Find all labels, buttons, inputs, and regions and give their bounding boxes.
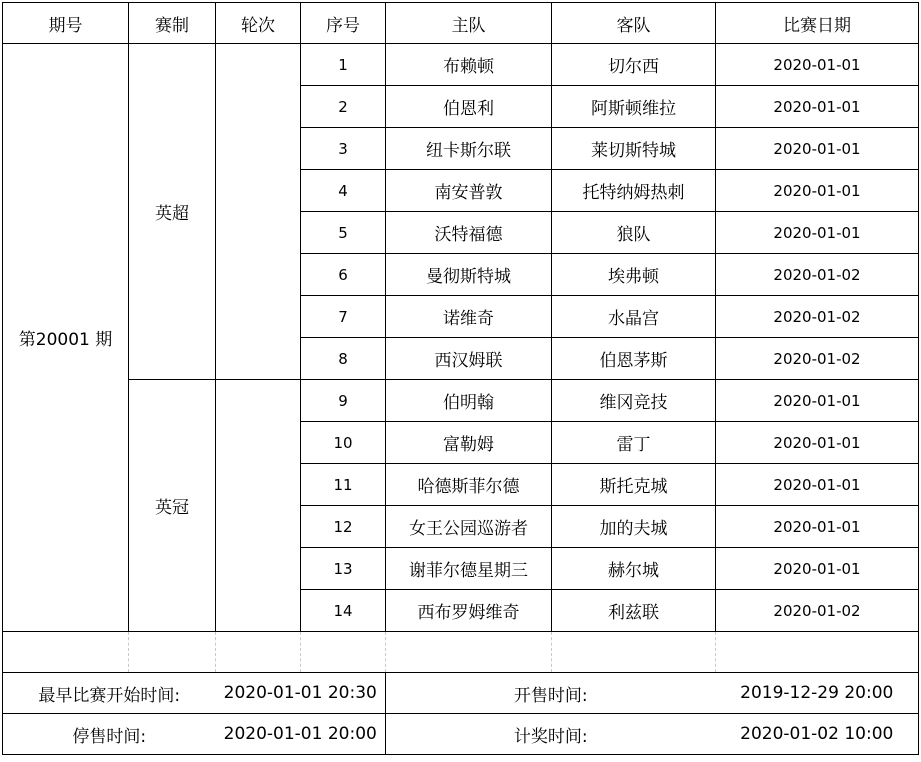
lottery-schedule-table [2,2,919,755]
seq-cell: 12 [301,506,386,548]
header-row [3,3,919,44]
home-team-cell: 曼彻斯特城 [386,254,552,296]
header-league: 赛制 [129,3,216,44]
header-away: 客队 [552,3,716,44]
earliest-start-time-label: 最早比赛开始时间: [3,673,216,714]
seq-cell: 6 [301,254,386,296]
seq-cell: 7 [301,296,386,338]
home-team-cell: 伯恩利 [386,86,552,128]
away-team-cell: 利兹联 [552,590,716,632]
period-cell: 第20001 期 [3,44,129,632]
match-date-cell: 2020-01-01 [716,128,919,170]
table-row [3,44,919,86]
away-team-cell: 狼队 [552,212,716,254]
info-row [3,673,919,714]
seq-cell: 9 [301,380,386,422]
league-cell: 英超 [129,44,216,380]
seq-cell: 2 [301,86,386,128]
header-home: 主队 [386,3,552,44]
match-date-cell: 2020-01-02 [716,254,919,296]
away-team-cell: 加的夫城 [552,506,716,548]
header-period: 期号 [3,3,129,44]
empty-cell [216,632,301,673]
home-team-cell: 伯明翰 [386,380,552,422]
round-cell [216,44,301,380]
match-date-cell: 2020-01-01 [716,170,919,212]
sale-open-time-label: 开售时间: [386,673,716,714]
match-date-cell: 2020-01-01 [716,44,919,86]
away-team-cell: 赫尔城 [552,548,716,590]
seq-cell: 13 [301,548,386,590]
payout-time-label: 计奖时间: [386,714,716,755]
payout-time-value: 2020-01-02 10:00 [716,714,919,755]
empty-cell [552,632,716,673]
home-team-cell: 谢菲尔德星期三 [386,548,552,590]
empty-cell [3,632,129,673]
home-team-cell: 哈德斯菲尔德 [386,464,552,506]
away-team-cell: 阿斯顿维拉 [552,86,716,128]
seq-cell: 11 [301,464,386,506]
home-team-cell: 富勒姆 [386,422,552,464]
home-team-cell: 诺维奇 [386,296,552,338]
match-date-cell: 2020-01-02 [716,338,919,380]
seq-cell: 5 [301,212,386,254]
seq-cell: 1 [301,44,386,86]
sale-open-time-value: 2019-12-29 20:00 [716,673,919,714]
info-row [3,714,919,755]
header-round: 轮次 [216,3,301,44]
away-team-cell: 切尔西 [552,44,716,86]
away-team-cell: 埃弗顿 [552,254,716,296]
empty-row [3,632,919,673]
empty-cell [386,632,552,673]
seq-cell: 10 [301,422,386,464]
match-date-cell: 2020-01-01 [716,548,919,590]
empty-cell [716,632,919,673]
match-date-cell: 2020-01-02 [716,590,919,632]
home-team-cell: 南安普敦 [386,170,552,212]
league-cell: 英冠 [129,380,216,632]
empty-cell [301,632,386,673]
home-team-cell: 沃特福德 [386,212,552,254]
round-cell [216,380,301,632]
header-date: 比赛日期 [716,3,919,44]
header-seq: 序号 [301,3,386,44]
earliest-start-time-value: 2020-01-01 20:30 [216,673,386,714]
seq-cell: 8 [301,338,386,380]
home-team-cell: 布赖顿 [386,44,552,86]
match-date-cell: 2020-01-01 [716,86,919,128]
home-team-cell: 纽卡斯尔联 [386,128,552,170]
away-team-cell: 托特纳姆热刺 [552,170,716,212]
away-team-cell: 雷丁 [552,422,716,464]
away-team-cell: 维冈竞技 [552,380,716,422]
home-team-cell: 西布罗姆维奇 [386,590,552,632]
sale-stop-time-label: 停售时间: [3,714,216,755]
seq-cell: 14 [301,590,386,632]
home-team-cell: 女王公园巡游者 [386,506,552,548]
sale-stop-time-value: 2020-01-01 20:00 [216,714,386,755]
match-date-cell: 2020-01-01 [716,464,919,506]
home-team-cell: 西汉姆联 [386,338,552,380]
away-team-cell: 莱切斯特城 [552,128,716,170]
match-date-cell: 2020-01-01 [716,380,919,422]
away-team-cell: 斯托克城 [552,464,716,506]
seq-cell: 4 [301,170,386,212]
away-team-cell: 水晶宫 [552,296,716,338]
match-date-cell: 2020-01-01 [716,212,919,254]
empty-cell [129,632,216,673]
seq-cell: 3 [301,128,386,170]
match-date-cell: 2020-01-01 [716,506,919,548]
match-date-cell: 2020-01-02 [716,296,919,338]
away-team-cell: 伯恩茅斯 [552,338,716,380]
match-date-cell: 2020-01-01 [716,422,919,464]
table-row [3,380,919,422]
